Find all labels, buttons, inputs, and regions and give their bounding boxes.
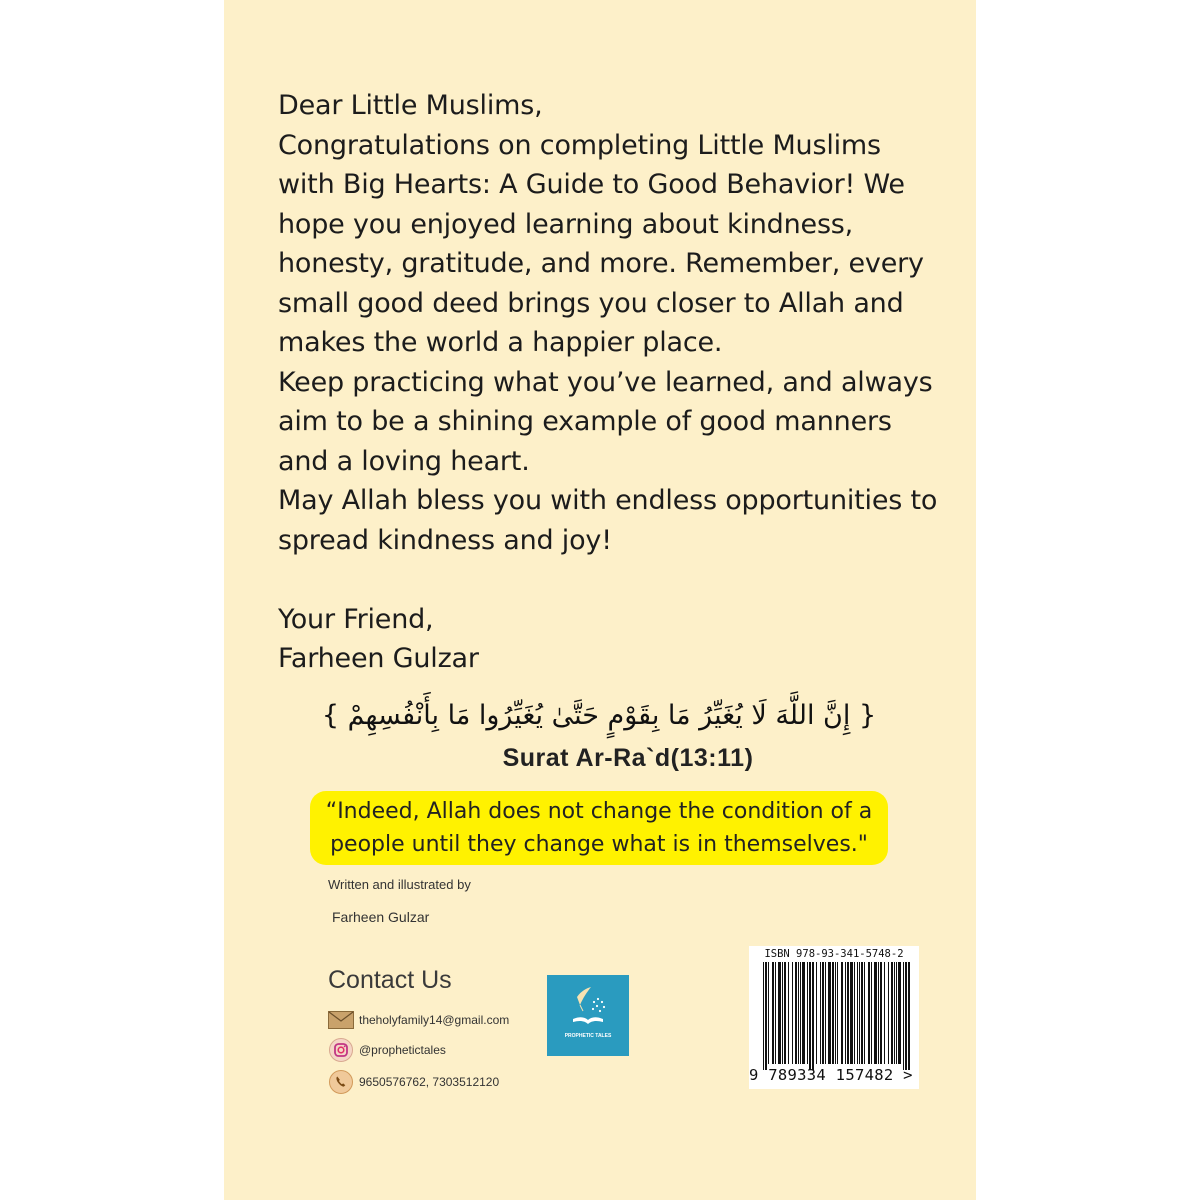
isbn-barcode <box>749 946 919 1089</box>
verse-translation <box>310 791 888 865</box>
barcode-bar <box>832 962 834 1064</box>
barcode-bar <box>891 962 893 1064</box>
barcode-bar <box>878 962 879 1064</box>
barcode-bar <box>905 962 907 1070</box>
credits-name: Farheen Gulzar <box>332 909 430 925</box>
barcode-bar <box>816 962 817 1064</box>
barcode-bar <box>847 962 849 1064</box>
instagram-icon <box>328 1038 354 1062</box>
barcode-bar <box>792 962 793 1064</box>
barcode-bar <box>812 962 814 1070</box>
barcode-bar <box>841 962 843 1064</box>
barcode-bar <box>896 962 897 1064</box>
letter-body <box>278 86 938 679</box>
contact-title: Contact Us <box>328 966 452 994</box>
barcode-bar <box>822 962 824 1064</box>
barcode-bar <box>868 962 870 1064</box>
barcode-bar <box>775 962 776 1064</box>
barcode-bar <box>807 962 808 1064</box>
letter-greeting: Dear Little Muslims, <box>278 90 543 121</box>
barcode-bar <box>835 962 836 1064</box>
barcode-bar <box>850 962 853 1064</box>
letter-paragraph-2: Keep practicing what you’ve learned, and always aim to be a shining example of good manners and a loving heart. <box>278 366 933 477</box>
letter-author: Farheen Gulzar <box>278 643 479 674</box>
barcode-bar <box>845 962 846 1064</box>
contact-email-row[interactable] <box>328 1007 509 1033</box>
barcode-bar <box>778 962 781 1064</box>
barcode-bar <box>908 962 910 1070</box>
barcode-bar <box>784 962 786 1064</box>
barcode-bar <box>871 962 872 1064</box>
barcode-bar <box>861 962 863 1064</box>
credits-label: Written and illustrated by <box>328 877 471 892</box>
barcode-bar <box>825 962 826 1064</box>
phone-icon <box>328 1070 354 1094</box>
barcode-bar <box>864 962 865 1064</box>
barcode-bar <box>772 962 774 1064</box>
contact-phone[interactable]: 9650576762, 7303512120 <box>359 1075 500 1089</box>
barcode-bar <box>795 962 797 1064</box>
barcode-bar <box>768 962 769 1064</box>
book-quill-icon <box>547 975 629 1056</box>
translation-line-1: “Indeed, Allah does not change the condition of a <box>325 799 873 824</box>
verse-reference: Surat Ar-Ra`d(13:11) <box>502 744 754 772</box>
barcode-bar <box>802 962 805 1064</box>
quran-verse-arabic: { إِنَّ اللَّهَ لَا يُغَيِّرُ مَا بِقَوْمٍ حَتَّىٰ يُغَيِّرُوا مَا بِأَنْفُسِهِمْ } <box>321 700 877 731</box>
contact-instagram-row[interactable] <box>328 1037 446 1063</box>
mail-icon <box>328 1008 354 1032</box>
barcode-bar <box>857 962 858 1064</box>
barcode-bar <box>884 962 885 1064</box>
contact-phone-row[interactable] <box>328 1069 499 1095</box>
barcode-bar <box>809 962 811 1070</box>
barcode-digits: 9 789334 157482 > <box>749 1066 913 1084</box>
barcode-bar <box>828 962 831 1064</box>
letter-paragraph-3: May Allah bless you with endless opportunities to spread kindness and joy! <box>278 485 938 556</box>
barcode-bar <box>859 962 860 1064</box>
translation-line-2: people until they change what is in themselves." <box>330 832 868 857</box>
barcode-bar <box>788 962 789 1064</box>
publisher-logo-text: PROPHETIC TALES <box>564 1033 612 1039</box>
barcode-bar <box>888 962 889 1064</box>
barcode-bar <box>765 962 767 1070</box>
publisher-logo <box>547 975 629 1056</box>
isbn-label: ISBN 978-93-341-5748-2 <box>764 948 904 960</box>
contact-instagram[interactable]: @prophetictales <box>359 1043 446 1057</box>
contact-email[interactable]: theholyfamily14@gmail.com <box>359 1013 510 1027</box>
barcode-bar <box>854 962 855 1064</box>
barcode-bar <box>800 962 801 1064</box>
letter-signoff: Your Friend, <box>278 603 434 635</box>
letter-paragraph-1: Congratulations on completing Little Muslims with Big Hearts: A Guide to Good Behavior! We hope you enjoyed learning about kindness, honesty, gratitude, and more. Remember, every small good deed brings you closer to Allah and makes the world a happier place. <box>278 129 924 358</box>
barcode-bar <box>798 962 799 1064</box>
barcode-bar <box>874 962 877 1064</box>
barcode-bar <box>898 962 901 1064</box>
barcode-bar <box>820 962 821 1064</box>
barcode-bar <box>763 962 764 1070</box>
barcode-bar <box>903 962 904 1070</box>
barcode-bar <box>837 962 838 1064</box>
barcode-bar <box>782 962 783 1064</box>
barcode-bar <box>894 962 895 1064</box>
barcode-bar <box>880 962 882 1064</box>
